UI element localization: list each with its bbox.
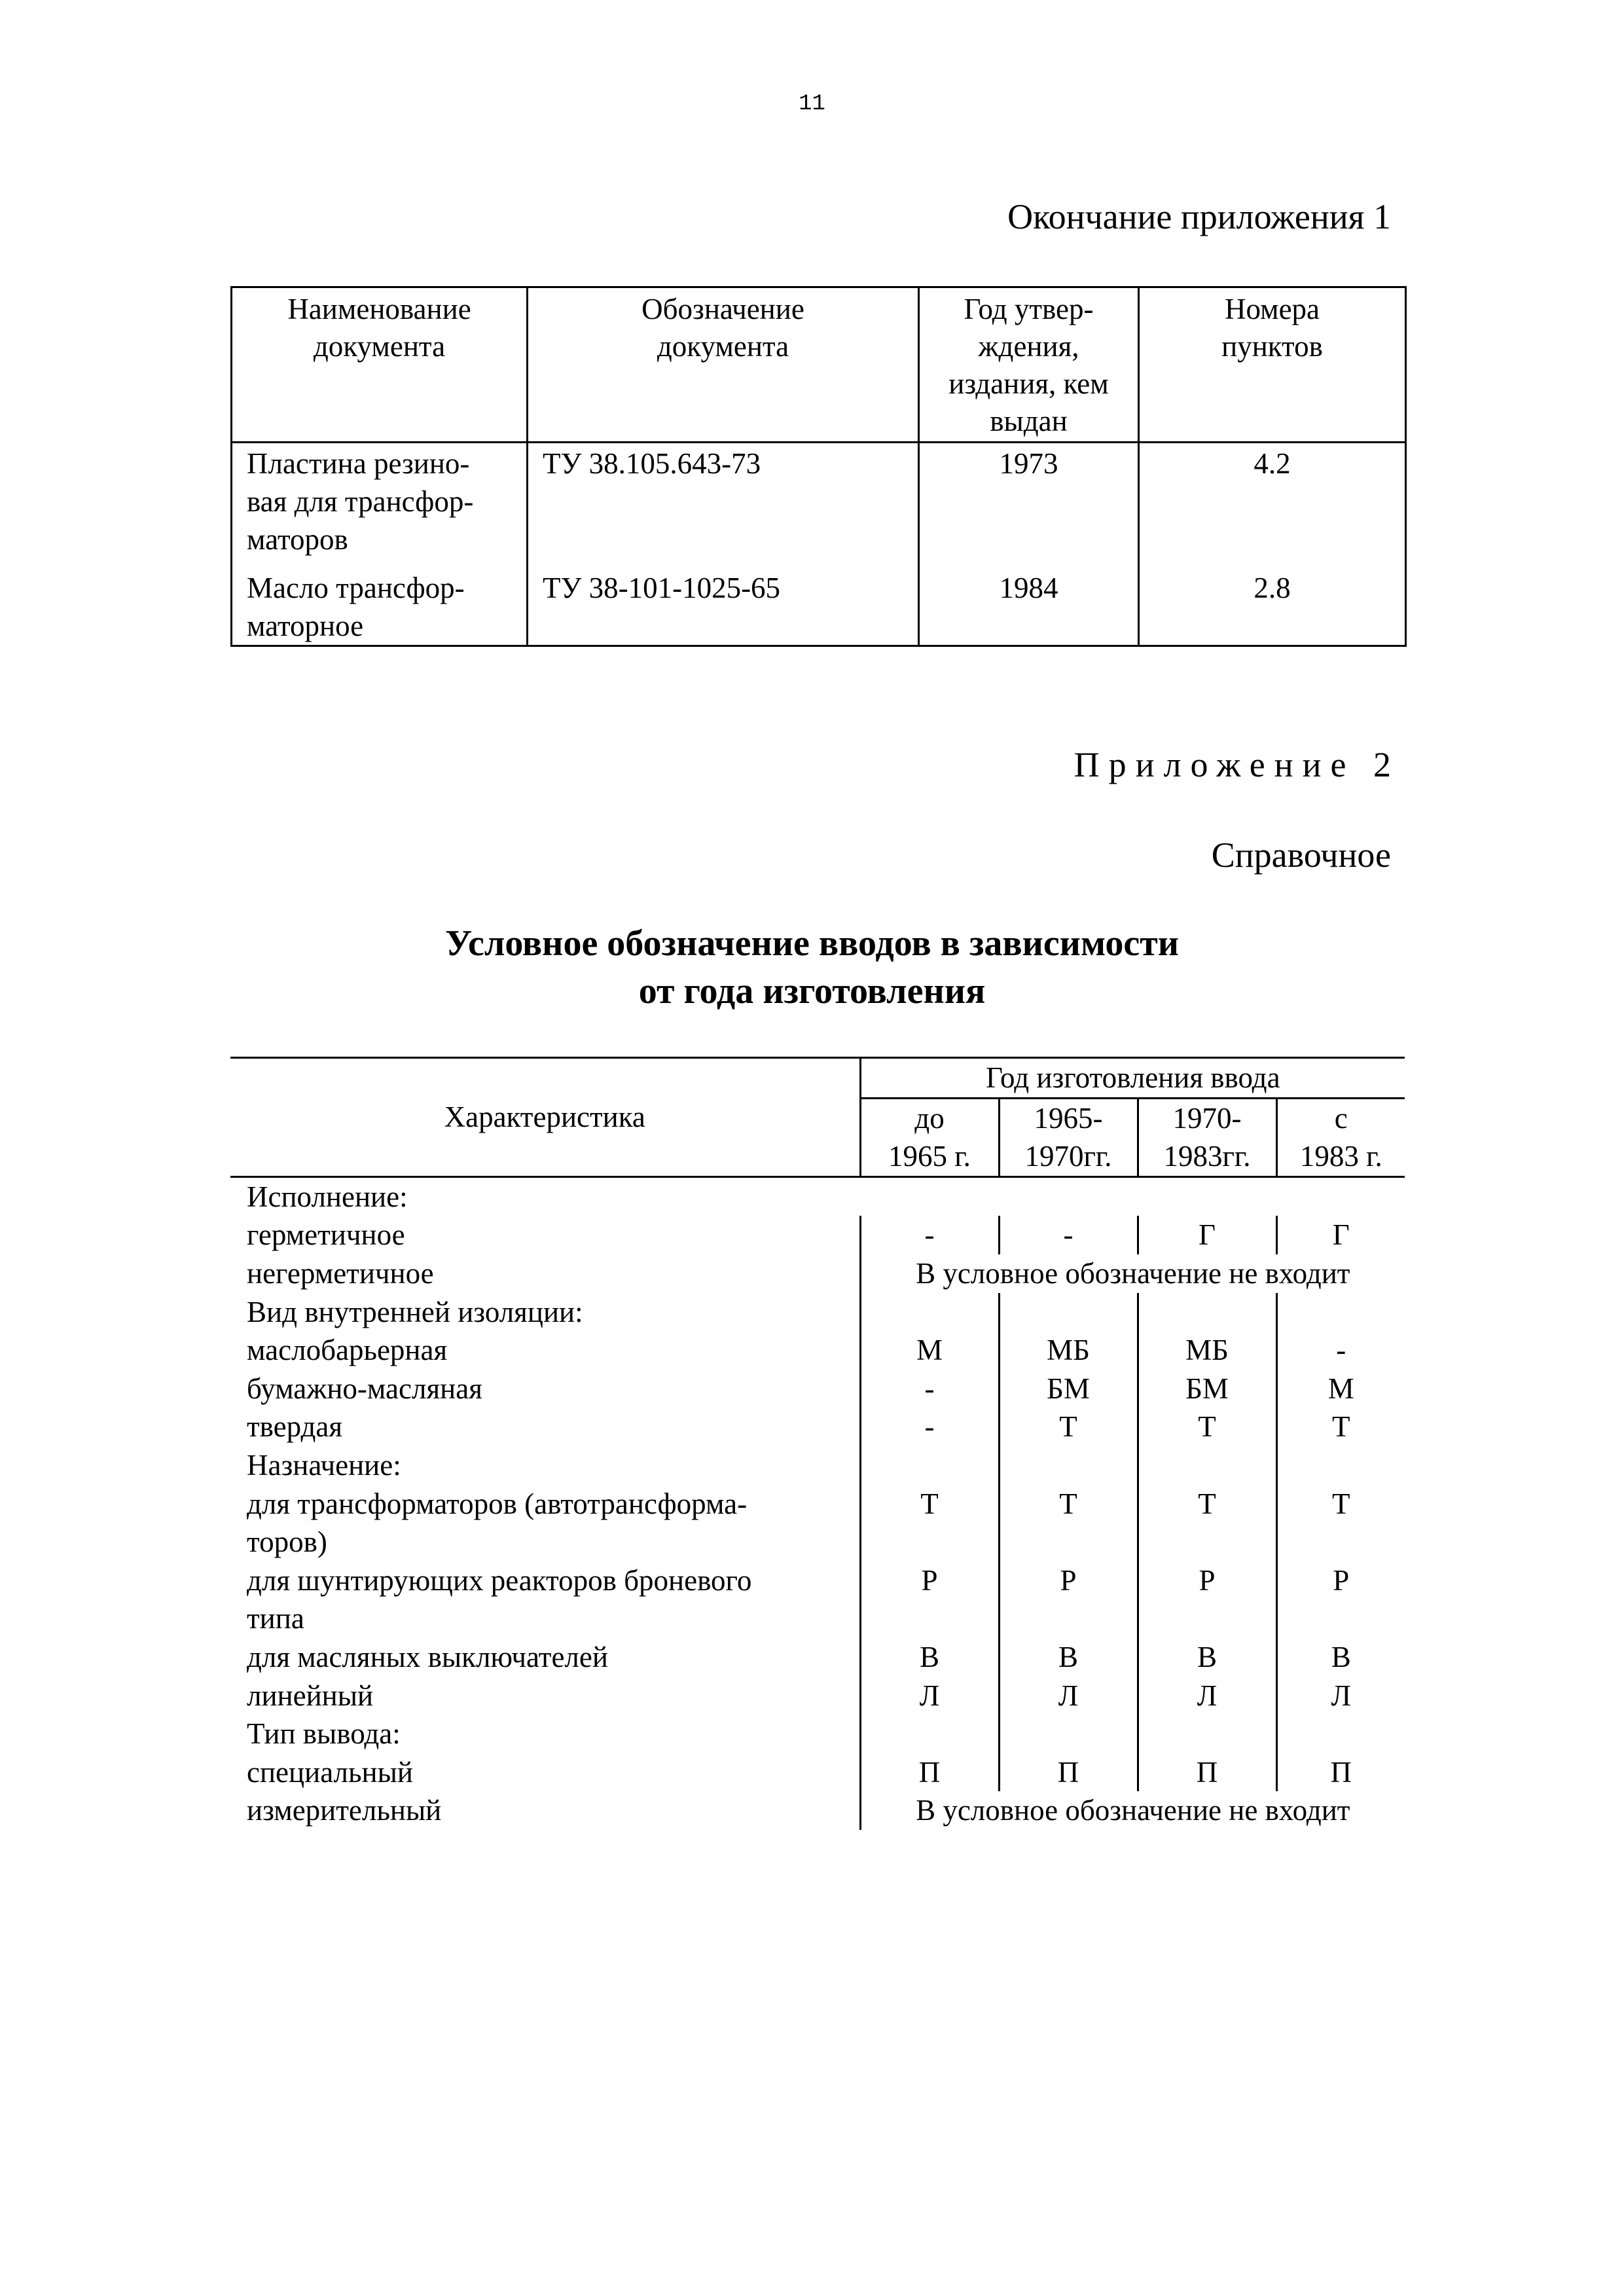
header-line: Номера: [1224, 293, 1320, 325]
value-cell: В: [860, 1638, 999, 1677]
value-cell: М: [1276, 1370, 1405, 1408]
value-cell: [860, 1176, 999, 1216]
value-cell: [1138, 1446, 1276, 1485]
header-document-code: [528, 287, 919, 443]
document-title: [0, 920, 1624, 1015]
value-cell: М: [860, 1331, 999, 1370]
row-label: для масляных выключателей: [247, 1640, 608, 1673]
value-cell: В: [1138, 1638, 1276, 1677]
value-cell: Р: [1138, 1561, 1276, 1638]
cell-year: 1984: [919, 568, 1139, 646]
row-label: Назначение:: [247, 1448, 401, 1482]
value-cell: [999, 1176, 1138, 1216]
value-cell: -: [860, 1216, 999, 1254]
header-line: ждения,: [978, 330, 1079, 363]
name-line: маторов: [247, 523, 348, 556]
value-cell: -: [999, 1216, 1138, 1254]
table-row: [230, 1408, 1405, 1446]
header-line: 1983гг.: [1163, 1140, 1251, 1173]
value-cell: МБ: [999, 1331, 1138, 1370]
header-line: 1965 г.: [888, 1140, 971, 1173]
value-cell: В: [1276, 1638, 1405, 1677]
title-line: Условное обозначение вводов в зависимости: [445, 923, 1179, 964]
header-period-before-1965: [860, 1098, 999, 1176]
appendix1-end-heading: Окончание приложения 1: [1007, 197, 1391, 236]
value-cell: Т: [999, 1408, 1138, 1446]
row-label: [230, 1561, 860, 1638]
header-line: до: [914, 1101, 945, 1135]
row-label: [230, 1485, 860, 1561]
value-cell: [1276, 1446, 1405, 1485]
value-cell: Т: [860, 1485, 999, 1561]
row-label: специальный: [247, 1755, 413, 1789]
header-line: с: [1334, 1101, 1348, 1135]
row-label-line: торов): [247, 1525, 327, 1559]
row-label: измерительный: [247, 1794, 442, 1827]
row-label: твердая: [247, 1410, 343, 1444]
row-label-line: типа: [247, 1602, 304, 1635]
row-label: Вид внутренней изоляции:: [247, 1295, 583, 1328]
table-row: [232, 443, 1406, 568]
value-cell: Л: [1138, 1677, 1276, 1715]
value-cell: [860, 1446, 999, 1485]
header-line: документа: [313, 330, 446, 363]
cell-document-name: [232, 443, 528, 568]
header-document-name: [232, 287, 528, 443]
value-cell: [1138, 1715, 1276, 1753]
row-label-line: для шунтирующих реакторов броневого: [247, 1563, 752, 1597]
value-cell: -: [860, 1370, 999, 1408]
table-header-row: [230, 1058, 1405, 1099]
row-label: бумажно-масляная: [247, 1372, 482, 1405]
value-cell: Г: [1138, 1216, 1276, 1254]
table-row: [230, 1446, 1405, 1485]
value-cell: [999, 1293, 1138, 1332]
table-row: [232, 568, 1406, 646]
value-cell: Р: [1276, 1561, 1405, 1638]
name-line: Масло трансфор-: [247, 572, 465, 604]
span-cell: В условное обозначение не входит: [860, 1254, 1405, 1293]
header-line: Наименование: [287, 293, 471, 325]
header-line: Год утвер-: [964, 293, 1094, 325]
header-line: документа: [657, 330, 789, 363]
header-period-1970-1983: [1138, 1098, 1276, 1176]
value-cell: П: [999, 1753, 1138, 1792]
header-line: 1970гг.: [1024, 1140, 1112, 1173]
table-row: [230, 1791, 1405, 1830]
row-label: негерметичное: [247, 1256, 434, 1290]
header-period-after-1983: [1276, 1098, 1405, 1176]
value-cell: П: [1138, 1753, 1276, 1792]
header-line: издания, кем: [948, 367, 1109, 400]
header-line: 1970-: [1172, 1101, 1242, 1135]
row-label: маслобарьерная: [247, 1334, 448, 1367]
cell-points: 2.8: [1139, 568, 1406, 646]
value-cell: [1276, 1715, 1405, 1753]
table-row: [230, 1677, 1405, 1715]
table-row: [230, 1638, 1405, 1677]
header-approval-year: [919, 287, 1139, 443]
cell-document-code: ТУ 38.105.643-73: [528, 443, 919, 568]
header-line: 1965-: [1034, 1101, 1103, 1135]
table-row: [230, 1370, 1405, 1408]
value-cell: Р: [999, 1561, 1138, 1638]
value-cell: [1138, 1176, 1276, 1216]
table-row: [230, 1715, 1405, 1753]
value-cell: [1276, 1176, 1405, 1216]
documents-table: [230, 286, 1407, 647]
title-line: от года изготовления: [638, 971, 986, 1011]
value-cell: [999, 1446, 1138, 1485]
value-cell: -: [860, 1408, 999, 1446]
value-cell: [999, 1715, 1138, 1753]
page-number: 11: [799, 92, 825, 117]
name-line: вая для трансфор-: [247, 485, 474, 518]
header-line: пунктов: [1221, 330, 1323, 363]
value-cell: БМ: [1138, 1370, 1276, 1408]
value-cell: -: [1276, 1331, 1405, 1370]
row-label: герметичное: [247, 1218, 405, 1252]
row-label-line: для трансформаторов (автотрансформа-: [247, 1487, 748, 1520]
table-row: [230, 1254, 1405, 1293]
value-cell: [1276, 1293, 1405, 1332]
table-row: [230, 1176, 1405, 1216]
table-row: [230, 1216, 1405, 1254]
cell-document-code: ТУ 38-101-1025-65: [528, 568, 919, 646]
header-line: 1983 г.: [1299, 1140, 1382, 1173]
table-row: [230, 1561, 1405, 1638]
header-line: Обозначение: [641, 293, 804, 325]
row-label: линейный: [247, 1679, 374, 1712]
appendix2-heading: Приложение 2: [1074, 745, 1400, 784]
value-cell: МБ: [1138, 1331, 1276, 1370]
value-cell: В: [999, 1638, 1138, 1677]
value-cell: Р: [860, 1561, 999, 1638]
value-cell: БМ: [999, 1370, 1138, 1408]
value-cell: Т: [1138, 1485, 1276, 1561]
value-cell: Г: [1276, 1216, 1405, 1254]
table-row: [230, 1293, 1405, 1332]
value-cell: [860, 1715, 999, 1753]
table-header-row: [232, 287, 1406, 443]
value-cell: [860, 1293, 999, 1332]
cell-document-name: [232, 568, 528, 646]
table-row: [230, 1753, 1405, 1792]
value-cell: П: [860, 1753, 999, 1792]
bushing-designation-table: [230, 1057, 1405, 1830]
header-characteristic: Характеристика: [230, 1058, 860, 1177]
table-row: [230, 1485, 1405, 1561]
value-cell: П: [1276, 1753, 1405, 1792]
table-row: [230, 1331, 1405, 1370]
name-line: маторное: [247, 610, 364, 642]
header-point-numbers: [1139, 287, 1406, 443]
value-cell: Л: [1276, 1677, 1405, 1715]
value-cell: Л: [999, 1677, 1138, 1715]
cell-year: 1973: [919, 443, 1139, 568]
value-cell: Т: [1276, 1485, 1405, 1561]
span-cell: В условное обозначение не входит: [860, 1791, 1405, 1830]
header-line: выдан: [990, 405, 1068, 437]
value-cell: Л: [860, 1677, 999, 1715]
value-cell: Т: [1276, 1408, 1405, 1446]
value-cell: Т: [999, 1485, 1138, 1561]
header-manufacture-year: Год изготовления ввода: [860, 1058, 1405, 1099]
row-label: Тип вывода:: [247, 1717, 401, 1751]
value-cell: [1138, 1293, 1276, 1332]
name-line: Пластина резино-: [247, 447, 470, 480]
appendix2-subheading: Справочное: [1211, 835, 1391, 875]
cell-points: 4.2: [1139, 443, 1406, 568]
row-label: Исполнение:: [247, 1180, 408, 1213]
value-cell: Т: [1138, 1408, 1276, 1446]
header-period-1965-1970: [999, 1098, 1138, 1176]
